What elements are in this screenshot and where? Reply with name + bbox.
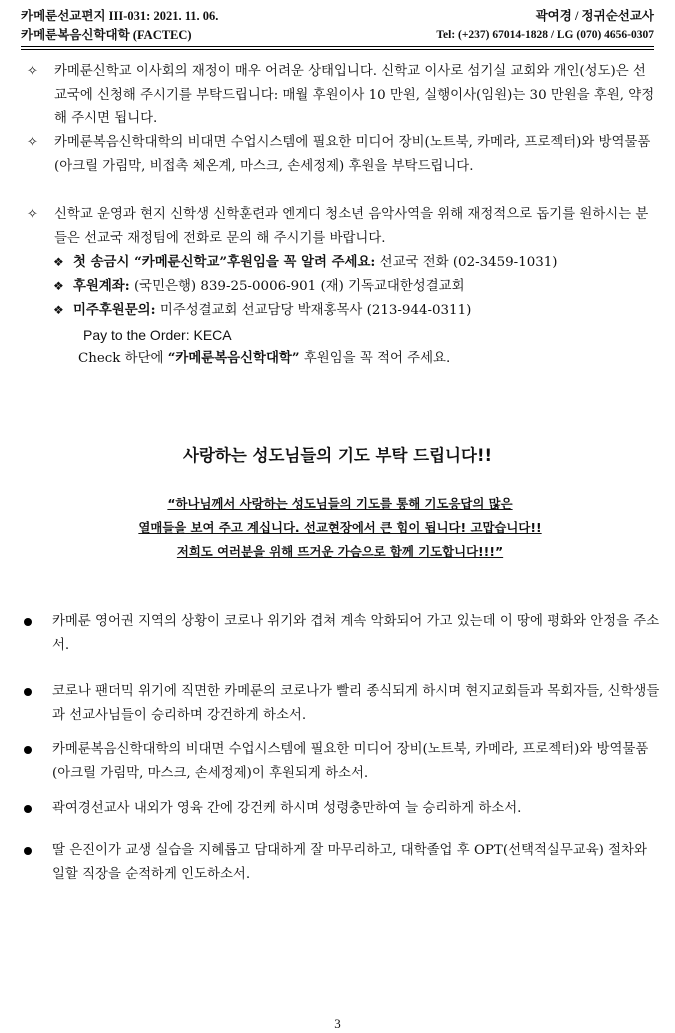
request-text: 카메룬복음신학대학의 비대면 수업시스템에 필요한 미디어 장비(노트북, 카메라, 프로젝터)와 방역물품(아크릴 가림막, 비접촉 체온계, 마스크, 손세정제) 후원을 부탁드립니다. xyxy=(54,135,651,174)
diamond-star-icon: ✧ xyxy=(27,64,38,79)
support-info-label: 미주후원문의: xyxy=(73,302,156,318)
support-info-text: 미주성결교회 선교담당 박재홍목사 (213-944-0311) xyxy=(155,303,472,318)
request-text: 카메룬신학교 이사회의 재정이 매우 어려운 상태입니다. 신학교 이사로 섬기실 교회와 개인(성도)은 선교국에 신청해 주시기를 부탁드립니다: 매월 후원이사 10 만원, 실행이사(임원)는 30 만원을 후원, 약정해 주시면 됩니다. xyxy=(54,64,655,126)
pay-to-order: Pay to the Order: KECA xyxy=(83,327,232,343)
support-info-item xyxy=(53,275,663,299)
support-info-item xyxy=(53,299,663,323)
prayer-item xyxy=(24,839,664,886)
check-note-prefix: Check 하단에 xyxy=(78,351,168,366)
support-info-label: 후원계좌: xyxy=(73,278,130,294)
quote-line: 저희도 여러분을 위해 뜨거운 가슴으로 함께 기도합니다!!!” xyxy=(176,544,504,559)
quote-line: “하나님께서 사랑하는 성도님들의 기도를 통해 기도응답의 많은 xyxy=(167,496,513,511)
diamond-star-icon: ✧ xyxy=(27,135,38,150)
bullet-dot-icon xyxy=(24,805,32,813)
prayer-text: 곽여경선교사 내외가 영육 간에 강건케 하시며 성령충만하여 늘 승리하게 하소서. xyxy=(52,801,522,816)
check-note-name: “카메룬복음신학대학” xyxy=(167,350,300,366)
school-name: 카메룬복음신학대학 (FACTEC) xyxy=(21,28,192,42)
prayer-text: 카메룬 영어권 지역의 상황이 코로나 위기와 겹쳐 계속 악화되어 가고 있는데 이 땅에 평화와 안정을 주소서. xyxy=(52,614,660,653)
bullet-dot-icon xyxy=(24,847,32,855)
bullet-dot-icon xyxy=(24,688,32,696)
prayer-item xyxy=(24,610,664,657)
check-note-suffix: 후원임을 꼭 적어 주세요. xyxy=(299,351,451,366)
quote-line: 열매들을 보여 주고 계십니다. 선교현장에서 큰 힘이 됩니다! 고맙습니다!! xyxy=(138,520,542,535)
bullet-dot-icon xyxy=(24,618,32,626)
prayer-title: 사랑하는 성도님들의 기도 부탁 드립니다!! xyxy=(183,446,492,465)
support-info-item xyxy=(53,251,663,275)
prayer-text: 카메룬복음신학대학의 비대면 수업시스템에 필요한 미디어 장비(노트북, 카메라, 프로젝터)와 방역물품(아크릴 가림막, 마스크, 손세정제)이 후원되게 하소서. xyxy=(52,742,649,781)
header-rule-thin xyxy=(21,49,654,50)
support-info-text: 선교국 전화 (02-3459-1031) xyxy=(375,255,558,270)
prayer-item xyxy=(24,797,664,821)
missionary-names: 곽여경 / 정귀순선교사 xyxy=(535,9,654,23)
page-number: 3 xyxy=(334,1016,341,1031)
contact-phones: Tel: (+237) 67014-1828 / LG (070) 4656-0307 xyxy=(436,29,654,41)
request-item xyxy=(27,60,657,131)
bullet-dot-icon xyxy=(24,746,32,754)
diamond-bullet-icon: ❖ xyxy=(53,255,64,269)
prayer-item xyxy=(24,738,664,785)
request-text: 신학교 운영과 현지 신학생 신학훈련과 엔게디 청소년 음악사역을 위해 재정적으로 돕기를 원하시는 분들은 선교국 재정팀에 전화로 문의 해 주시기를 바랍니다. xyxy=(54,207,649,246)
diamond-bullet-icon: ❖ xyxy=(53,279,64,293)
check-note xyxy=(78,347,450,370)
prayer-text: 코로나 팬더믹 위기에 직면한 카메룬의 코로나가 빨리 종식되게 하시며 현지교회들과 목회자들, 신학생들과 선교사님들이 승리하며 강건하게 하소서. xyxy=(52,684,660,723)
support-info-label: 첫 송금시 “카메룬신학교”후원임을 꼭 알려 주세요: xyxy=(73,254,376,270)
prayer-item xyxy=(24,680,664,727)
request-item xyxy=(27,203,657,250)
diamond-star-icon: ✧ xyxy=(27,207,38,222)
header-rule-thick xyxy=(21,46,654,47)
request-item xyxy=(27,131,657,178)
prayer-text: 딸 은진이가 교생 실습을 지혜롭고 담대하게 잘 마무리하고, 대학졸업 후 OPT(선택적실무교육) 절차와 일할 직장을 순적하게 인도하소서. xyxy=(52,843,647,882)
letter-title: 카메룬선교편지 III-031: 2021. 11. 06. xyxy=(21,9,219,23)
support-info-text: (국민은행) 839-25-0006-901 (재) 기독교대한성결교회 xyxy=(129,279,465,294)
diamond-bullet-icon: ❖ xyxy=(53,303,64,317)
